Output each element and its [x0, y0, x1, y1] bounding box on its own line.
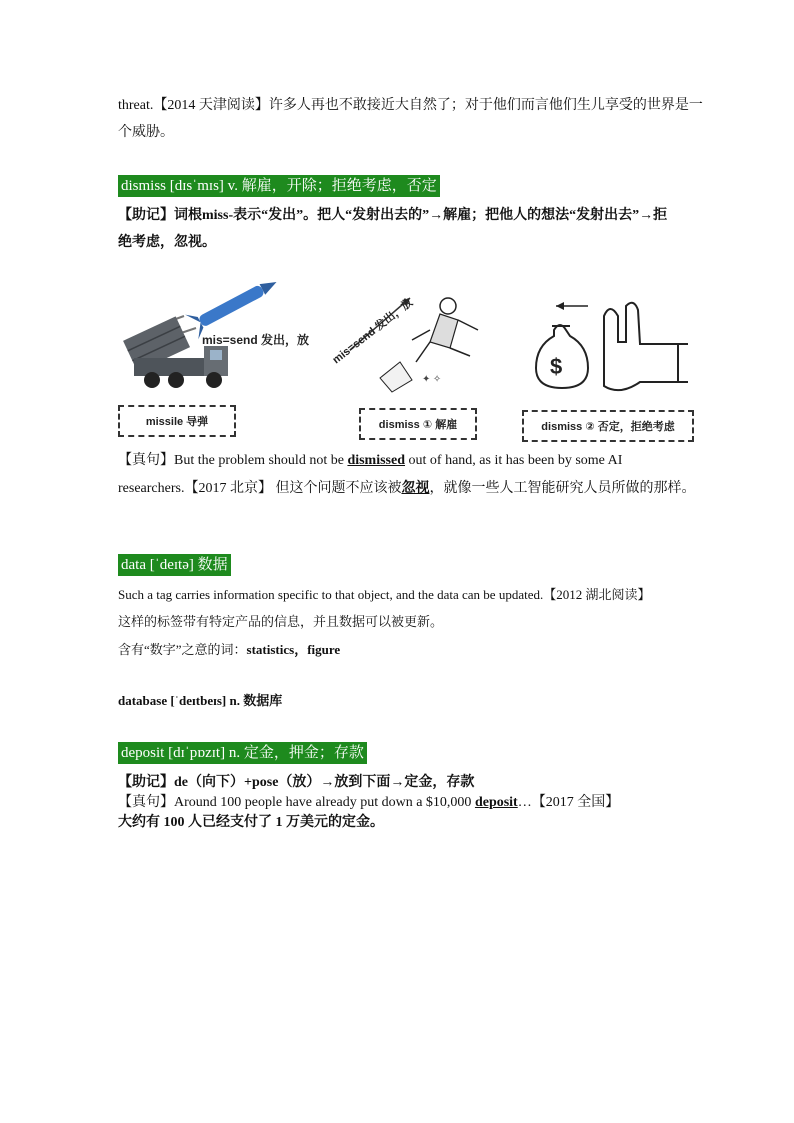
threat-sentence-line1: threat.【2014 天津阅读】许多人再也不敢接近大自然了；对于他们而言他们生儿享受的世界是一	[118, 98, 703, 113]
dismiss2-label-box	[522, 410, 694, 442]
database-entry: database [ˈdeɪtbeɪs] n. 数据库	[118, 693, 283, 708]
dismiss-mnemonic-line1: 【助记】词根miss-表示“发出”。把人“发射出去的”→解雇；把他人的想法“发射出去”→拒	[118, 208, 668, 223]
deposit-heading: deposit [dɪˈpɒzɪt] n. 定金，押金；存款	[118, 742, 367, 764]
dismiss-example-line2-suffix: ，就像一些人工智能研究人员所做的那样。	[429, 481, 696, 496]
missile-arrow-label: mis=send 发出，放	[202, 333, 310, 347]
data-related-words	[118, 640, 340, 660]
dismiss-example-line2-prefix: researchers.【2017 北京】 但这个问题不应该被	[118, 481, 402, 496]
dismiss-example-line1	[118, 451, 622, 471]
data-example-zh: 这样的标签带有特定产品的信息，并且数据可以被更新。	[118, 614, 444, 629]
dismiss1-label-text: dismiss ① 解雇	[378, 419, 458, 431]
dismiss-example-line2-keyword: 忽视	[401, 481, 430, 496]
dismiss-mnemonic-line2: 绝考虑，忽视。	[118, 235, 216, 250]
missile-launcher-illustration	[118, 280, 318, 400]
dismiss2-label-text: dismiss ② 否定，拒绝考虑	[541, 421, 675, 433]
missile-label-text: missile 导弹	[145, 416, 209, 428]
data-example-en: Such a tag carries information specific to that object, and the data can be updated.【2012 湖北阅读】	[118, 587, 651, 602]
missile-label-box	[118, 405, 236, 437]
man-arrow-label: mis=send 发出，放	[330, 296, 416, 367]
dismiss-example-suffix: out of hand, as it has been by some AI	[405, 453, 623, 468]
dismissed-man-illustration	[330, 290, 490, 405]
data-related-prefix: 含有“数字”之意的词：	[118, 642, 247, 657]
deposit-example-zh: 大约有 100 人已经支付了 1 万美元的定金。	[118, 815, 384, 830]
dismiss-example-line2	[118, 479, 695, 499]
deposit-example-keyword: deposit	[474, 795, 518, 810]
dismiss-heading: dismiss [dɪsˈmɪs] v. 解雇，开除；拒绝考虑，否定	[118, 175, 440, 197]
dollar-sign-icon: $	[550, 354, 563, 379]
dismiss-example-prefix: 【真句】But the problem should not be	[118, 453, 348, 468]
data-related-list: statistics，figure	[246, 642, 341, 657]
data-heading: data [ˈdeɪtə] 数据	[118, 554, 231, 576]
deposit-mnemonic: 【助记】de（向下）+pose（放）→放到下面→定金，存款	[118, 775, 475, 790]
deposit-example-line	[118, 793, 619, 813]
dismiss1-label-box	[359, 408, 477, 440]
svg-text:✦ ✧: ✦ ✧	[422, 374, 442, 385]
money-bag-hand-illustration	[530, 296, 690, 406]
threat-sentence-line2: 个威胁。	[118, 125, 174, 140]
deposit-example-suffix: …【2017 全国】	[517, 795, 620, 810]
dismiss-example-keyword: dismissed	[347, 453, 406, 468]
deposit-example-prefix: 【真句】Around 100 people have already put down a $10,000	[118, 795, 475, 810]
